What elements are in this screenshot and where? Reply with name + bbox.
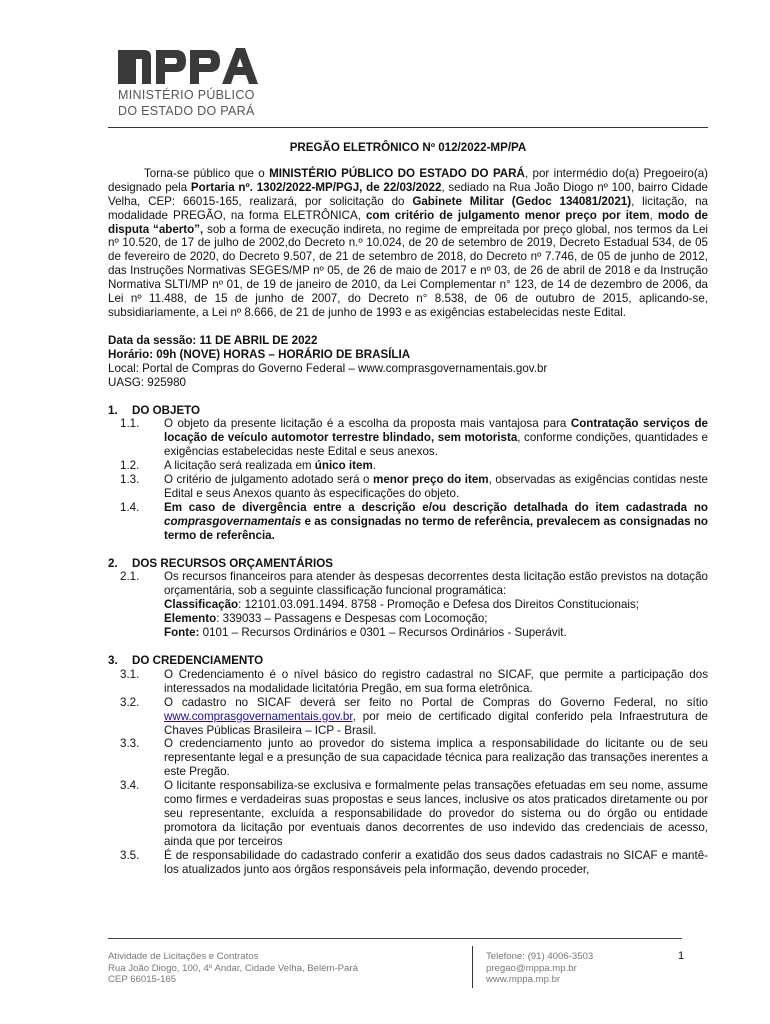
- footer-dept: Atividade de Licitações e Contratos: [108, 951, 259, 962]
- budget-element: [108, 612, 708, 626]
- footer-street: Rua João Diogo, 100, 4º Andar, Cidade Velha, Belém-Pará: [108, 962, 358, 974]
- section-number: 1.: [108, 403, 118, 417]
- clause-3-3: [108, 737, 708, 779]
- intro-text: , licitação, na modalidade PREGÃO, na forma ELETRÔNICA,: [108, 194, 708, 222]
- compras-link[interactable]: www.comprasgovernamentais.gov.br: [164, 709, 353, 723]
- clause-3-2: [108, 696, 708, 738]
- intro-text: , por intermédio do(a) Pregoeiro(a) designado pela: [108, 166, 708, 194]
- intro-bold: modo de disputa “aberto”,: [108, 208, 708, 236]
- clause-text: A licitação será realizada em: [164, 459, 315, 473]
- document-body: [108, 141, 708, 877]
- footer-divider: [108, 938, 682, 939]
- clause-text: , por meio de certificado digital conferido pela Infraestrutura de Chaves Públicas Brasileira – ICP - Brasil.: [164, 709, 708, 737]
- intro-text: sob a forma de execução indireta, no regime de empreitada por preço global, nos termos da Lei nº 10.520, de 17 de julho de 2002,do Decreto n.º 10.024, de 20 de setembro de 2019, Decreto Estadual 534, de 05 de fevereiro de 2020, do Decreto 9.507, de 21 de setembro de 2018, do Decreto nº 7.746, de 05 de junho de 2012, das Instruções Normativas SEGES/MP nº 05, de 26 de maio de 2017 e nº 03, de 26 de abril de 2018 e da Instrução Normativa SLTI/MP nº 01, de 19 de janeiro de 2010, da Lei Complementar n° 123, de 14 de dezembro de 2006, da Lei nº 11.488, de 15 de junho de 2007, do Decreto n° 8.538, de 06 de outubro de 2015, aplicando-se, subsidiariamente, a Lei nº 8.666, de 21 de junho de 1993 e as exigências estabelecidas neste Edital.: [108, 222, 708, 319]
- clause-number: 3.2.: [120, 695, 140, 709]
- footer-cep: CEP 66015-165: [108, 974, 177, 986]
- clause-text: O cadastro no SICAF deverá ser feito no Portal de Compras do Governo Federal, no sítio: [164, 695, 708, 709]
- clause-text: O critério de julgamento adotado será o: [164, 473, 374, 487]
- clause-text: O credenciamento junto ao provedor do sistema implica a responsabilidade do licitante ou de seu representante legal e a presunção de sua capacidade técnica para realização das transações inerentes a este Pregão.: [164, 737, 708, 779]
- section-title: DO CREDENCIAMENTO: [132, 654, 264, 667]
- clause-1-3: [108, 473, 708, 501]
- clause-bold: único item: [314, 459, 373, 473]
- budget-value: : 339033 – Passagens e Despesas com Locomoção;: [216, 612, 488, 626]
- clause-bold: Contratação serviços de locação de veículo automotor terrestre blindado, sem motorista: [164, 417, 708, 445]
- section-title: DO OBJETO: [132, 403, 201, 417]
- clause-bold: e as consignadas no termo de referência, prevalecem as consignadas no termo de referência.: [164, 514, 708, 542]
- clause-number: 3.5.: [120, 848, 140, 862]
- budget-label: Fonte:: [164, 626, 200, 640]
- intro-text: ,: [649, 208, 658, 222]
- clause-text: O licitante responsabiliza-se exclusiva e formalmente pelas transações efetuadas em seu nome, assume como firmes e verdadeiras suas propostas e seus lances, inclusive os atos praticados diretamente ou por seu representante, excluída a responsabilidade do provedor do sistema ou do órgão ou entidade promotora da licitação por eventuais danos decorrentes de uso indevido das credenciais de acesso, ainda que por terceiros: [164, 779, 708, 848]
- budget-label: Classificação: [164, 598, 239, 612]
- footer-phone: Telefone: (91) 4006-3503: [486, 951, 594, 962]
- budget-value: : 12101.03.091.1494. 8758 - Promoção e Defesa dos Direitos Constitucionais;: [238, 598, 639, 612]
- footer-address: [108, 951, 358, 986]
- intro-text: , sediado na Rua João Diogo nº 100, bairro Cidade Velha, CEP: 66015-165, realizará, por solicitação do: [108, 180, 708, 208]
- clause-bold: menor preço do item: [373, 473, 489, 487]
- intro-bold: Gabinete Militar (Gedoc 134081/2021): [412, 194, 632, 208]
- section-number: 2.: [108, 556, 118, 570]
- header-divider: [108, 127, 708, 128]
- intro-bold: com critério de julgamento menor preço por item: [365, 208, 650, 222]
- intro-paragraph: [108, 167, 708, 320]
- clause-number: 3.3.: [120, 737, 140, 751]
- clause-text: O objeto da presente licitação é a escolha da proposta mais vantajosa para: [164, 417, 571, 431]
- clause-text: É de responsabilidade do cadastrado conferir a exatidão dos seus dados cadastrais no SICAF e mantê-los atualizados junto aos órgãos responsáveis pela informação, devendo proceder,: [164, 848, 708, 876]
- logo-subtitle-2: DO ESTADO DO PARÁ: [118, 104, 255, 118]
- clause-1-4: [108, 501, 708, 543]
- clause-text: O Credenciamento é o nível básico do registro cadastral no SICAF, que permite a participação dos interessados na modalidade licitatória Pregão, em sua forma eletrônica.: [164, 667, 708, 695]
- clause-bold-italic: comprasgovernamentais: [164, 514, 302, 528]
- clause-number: 3.1.: [120, 667, 140, 681]
- intro-text: Torna-se público que o: [144, 166, 270, 180]
- clause-number: 3.4.: [120, 779, 140, 793]
- session-info: [108, 334, 708, 390]
- clause-text: , observadas as exigências contidas neste Edital e seus Anexos quanto às especificações do objeto.: [164, 473, 708, 500]
- clause-number: 1.3.: [120, 473, 140, 487]
- mppa-logo: [118, 44, 318, 118]
- clause-number: 2.1.: [120, 570, 140, 584]
- budget-source: [108, 626, 708, 640]
- section-heading-1: [108, 404, 708, 418]
- clause-number: 1.1.: [120, 417, 140, 431]
- clause-number: 1.4.: [120, 500, 140, 514]
- intro-bold: Portaria nº. 1302/2022-MP/PGJ, de 22/03/2022: [190, 180, 442, 194]
- clause-3-5: [108, 849, 708, 877]
- clause-3-1: [108, 668, 708, 696]
- clause-1-1: [108, 417, 708, 459]
- budget-classification: [108, 598, 708, 612]
- page-number: 1: [678, 950, 685, 962]
- footer-vertical-divider: [472, 946, 473, 988]
- intro-bold: MINISTÉRIO PÚBLICO DO ESTADO DO PARÁ: [269, 166, 525, 180]
- footer-website[interactable]: www.mppa.mp.br: [486, 974, 561, 986]
- mppa-logo-mark: [118, 44, 258, 86]
- logo-subtitle-1: MINISTÉRIO PÚBLICO: [118, 88, 255, 102]
- section-number: 3.: [108, 654, 118, 667]
- clause-text: Os recursos financeiros para atender às despesas decorrentes desta licitação estão previstos na dotação orçamentária, sob a seguinte classificação funcional programática:: [164, 570, 708, 598]
- document-title: PREGÃO ELETRÔNICO Nº 012/2022-MP/PA: [289, 141, 527, 154]
- session-uasg: UASG: 925980: [108, 375, 186, 389]
- clause-2-1: [108, 570, 708, 598]
- session-time: Horário: 09h (NOVE) HORAS – HORÁRIO DE BRASÍLIA: [108, 347, 411, 361]
- footer-email[interactable]: pregao@mppa.mp.br: [486, 962, 577, 974]
- clause-1-2: [108, 459, 708, 473]
- section-heading-2: [108, 557, 708, 571]
- session-local: Local: Portal de Compras do Governo Federal – www.comprasgovernamentais.gov.br: [108, 361, 548, 375]
- budget-label: Elemento: [164, 612, 217, 626]
- clause-text: , conforme condições, quantidades e exigências estabelecidas neste Edital e seus anexos.: [164, 431, 708, 459]
- clause-3-4: [108, 779, 708, 849]
- section-title: DOS RECURSOS ORÇAMENTÁRIOS: [132, 556, 333, 570]
- clause-bold: Em caso de divergência entre a descrição e/ou descrição detalhada do item cadastrada no: [164, 500, 708, 514]
- clause-text: .: [372, 459, 377, 473]
- session-date: Data da sessão: 11 DE ABRIL DE 2022: [108, 333, 318, 347]
- footer-contact: [486, 951, 593, 986]
- section-heading-3: [108, 654, 708, 668]
- clause-number: 1.2.: [120, 459, 140, 473]
- budget-value: 0101 – Recursos Ordinários e 0301 – Recursos Ordinários - Superávit.: [199, 626, 567, 640]
